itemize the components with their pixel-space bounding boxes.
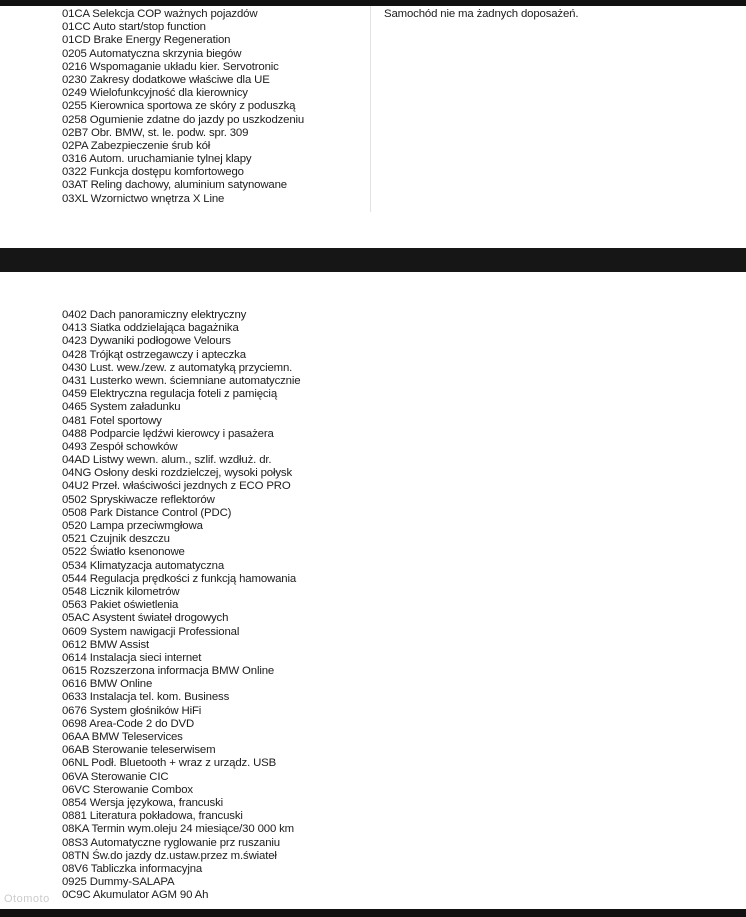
list-item: 0258 Ogumienie zdatne do jazdy po uszkodzeniu	[62, 113, 305, 126]
list-item: 0316 Autom. uruchamianie tylnej klapy	[62, 153, 252, 166]
list-item: 01CD Brake Energy Regeneration	[62, 34, 231, 47]
list-item: 08TN Św.do jazdy dz.ustaw.przez m.świateł	[62, 849, 277, 862]
list-item: 0430 Lust. wew./zew. z automatyką przyciemn.	[62, 361, 293, 374]
list-item: 06NL Podł. Bluetooth + wraz z urządz. USB	[62, 757, 277, 770]
no-extras-note: Samochód nie ma żadnych doposażeń.	[384, 8, 579, 20]
list-item: 0322 Funkcja dostępu komfortowego	[62, 166, 244, 179]
list-item: 0C9C Akumulator AGM 90 Ah	[62, 889, 209, 902]
list-item: 08V6 Tabliczka informacyjna	[62, 862, 203, 875]
list-item: 02B7 Obr. BMW, st. le. podw. spr. 309	[62, 126, 249, 139]
list-item: 0563 Pakiet oświetlenia	[62, 599, 179, 612]
equipment-list-bottom	[62, 309, 300, 902]
list-item: 0520 Lampa przeciwmgłowa	[62, 520, 203, 532]
list-item: 04U2 Przeł. właściwości jezdnych z ECO PRO	[62, 480, 291, 493]
list-item: 0534 Klimatyzacja automatyczna	[62, 559, 225, 572]
list-item: 0465 System załadunku	[62, 401, 181, 414]
list-item: 04AD Listwy wewn. alum., szlif. wzdłuż. dr.	[62, 454, 272, 467]
list-item: 0493 Zespół schowków	[62, 440, 178, 453]
list-item: 0459 Elektryczna regulacja foteli z pamięcią	[62, 388, 278, 401]
list-item: 06VA Sterowanie CIC	[62, 770, 169, 783]
list-item: 0413 Siatka oddzielająca bagażnika	[62, 322, 239, 335]
list-item: 0676 System głośników HiFi	[62, 704, 202, 717]
page-separator-band	[0, 248, 746, 272]
list-item: 0544 Regulacja prędkości z funkcją hamowania	[62, 572, 297, 585]
watermark: Otomoto	[4, 893, 50, 905]
list-item: 0548 Licznik kilometrów	[62, 585, 180, 598]
list-item: 06AA BMW Teleservices	[62, 731, 183, 743]
list-item: 01CC Auto start/stop function	[62, 21, 206, 34]
list-item: 0508 Park Distance Control (PDC)	[62, 506, 232, 519]
list-item: 0428 Trójkąt ostrzegawczy i apteczka	[62, 348, 246, 361]
list-item: 0633 Instalacja tel. kom. Business	[62, 691, 230, 704]
list-item: 0230 Zakresy dodatkowe właściwe dla UE	[62, 73, 270, 86]
list-item: 01CA Selekcja COP ważnych pojazdów	[62, 8, 258, 20]
bottom-dark-strip	[0, 909, 746, 917]
equipment-page-1	[0, 6, 746, 248]
list-item: 0488 Podparcie lędźwi kierowcy i pasażera	[62, 427, 274, 440]
equipment-page-2	[0, 272, 746, 909]
list-item: 0481 Fotel sportowy	[62, 414, 162, 427]
list-item: 0614 Instalacja sieci internet	[62, 651, 202, 664]
list-item: 0431 Lusterko wewn. ściemniane automatycznie	[62, 374, 301, 387]
list-item: 0423 Dywaniki podłogowe Velours	[62, 335, 231, 348]
list-item: 03XL Wzornictwo wnętrza X Line	[62, 192, 225, 205]
list-item: 0249 Wielofunkcyjność dla kierownicy	[62, 87, 248, 100]
list-item: 0402 Dach panoramiczny elektryczny	[62, 309, 247, 321]
list-item: 0881 Literatura pokładowa, francuski	[62, 810, 243, 823]
list-item: 0521 Czujnik deszczu	[62, 533, 170, 546]
list-item: 04NG Osłony deski rozdzielczej, wysoki połysk	[62, 467, 293, 480]
list-item: 06VC Sterowanie Combox	[62, 783, 193, 796]
list-item: 03AT Reling dachowy, aluminium satynowane	[62, 179, 287, 192]
list-item: 0616 BMW Online	[62, 678, 153, 691]
list-item: 08KA Termin wym.oleju 24 miesiące/30 000 km	[62, 823, 295, 836]
list-item: 0615 Rozszerzona informacja BMW Online	[62, 665, 275, 678]
list-item: 0216 Wspomaganie układu kier. Servotronic	[62, 60, 279, 73]
list-item: 0925 Dummy-SALAPA	[62, 876, 175, 889]
list-item: 0698 Area-Code 2 do DVD	[62, 717, 195, 730]
list-item: 0522 Światło ksenonowe	[62, 546, 185, 559]
column-divider	[370, 6, 371, 212]
list-item: 05AC Asystent świateł drogowych	[62, 612, 229, 625]
list-item: 0205 Automatyczna skrzynia biegów	[62, 47, 242, 60]
list-item: 02PA Zabezpieczenie śrub kół	[62, 139, 211, 152]
list-item: 0612 BMW Assist	[62, 638, 150, 651]
list-item: 0609 System nawigacji Professional	[62, 625, 240, 638]
list-item: 0854 Wersja językowa, francuski	[62, 796, 224, 809]
list-item: 06AB Sterowanie teleserwisem	[62, 744, 216, 757]
equipment-list-top	[62, 8, 304, 206]
list-item: 0502 Spryskiwacze reflektorów	[62, 493, 215, 506]
list-item: 08S3 Automatyczne ryglowanie prz ruszaniu	[62, 836, 280, 849]
list-item: 0255 Kierownica sportowa ze skóry z poduszką	[62, 100, 296, 113]
